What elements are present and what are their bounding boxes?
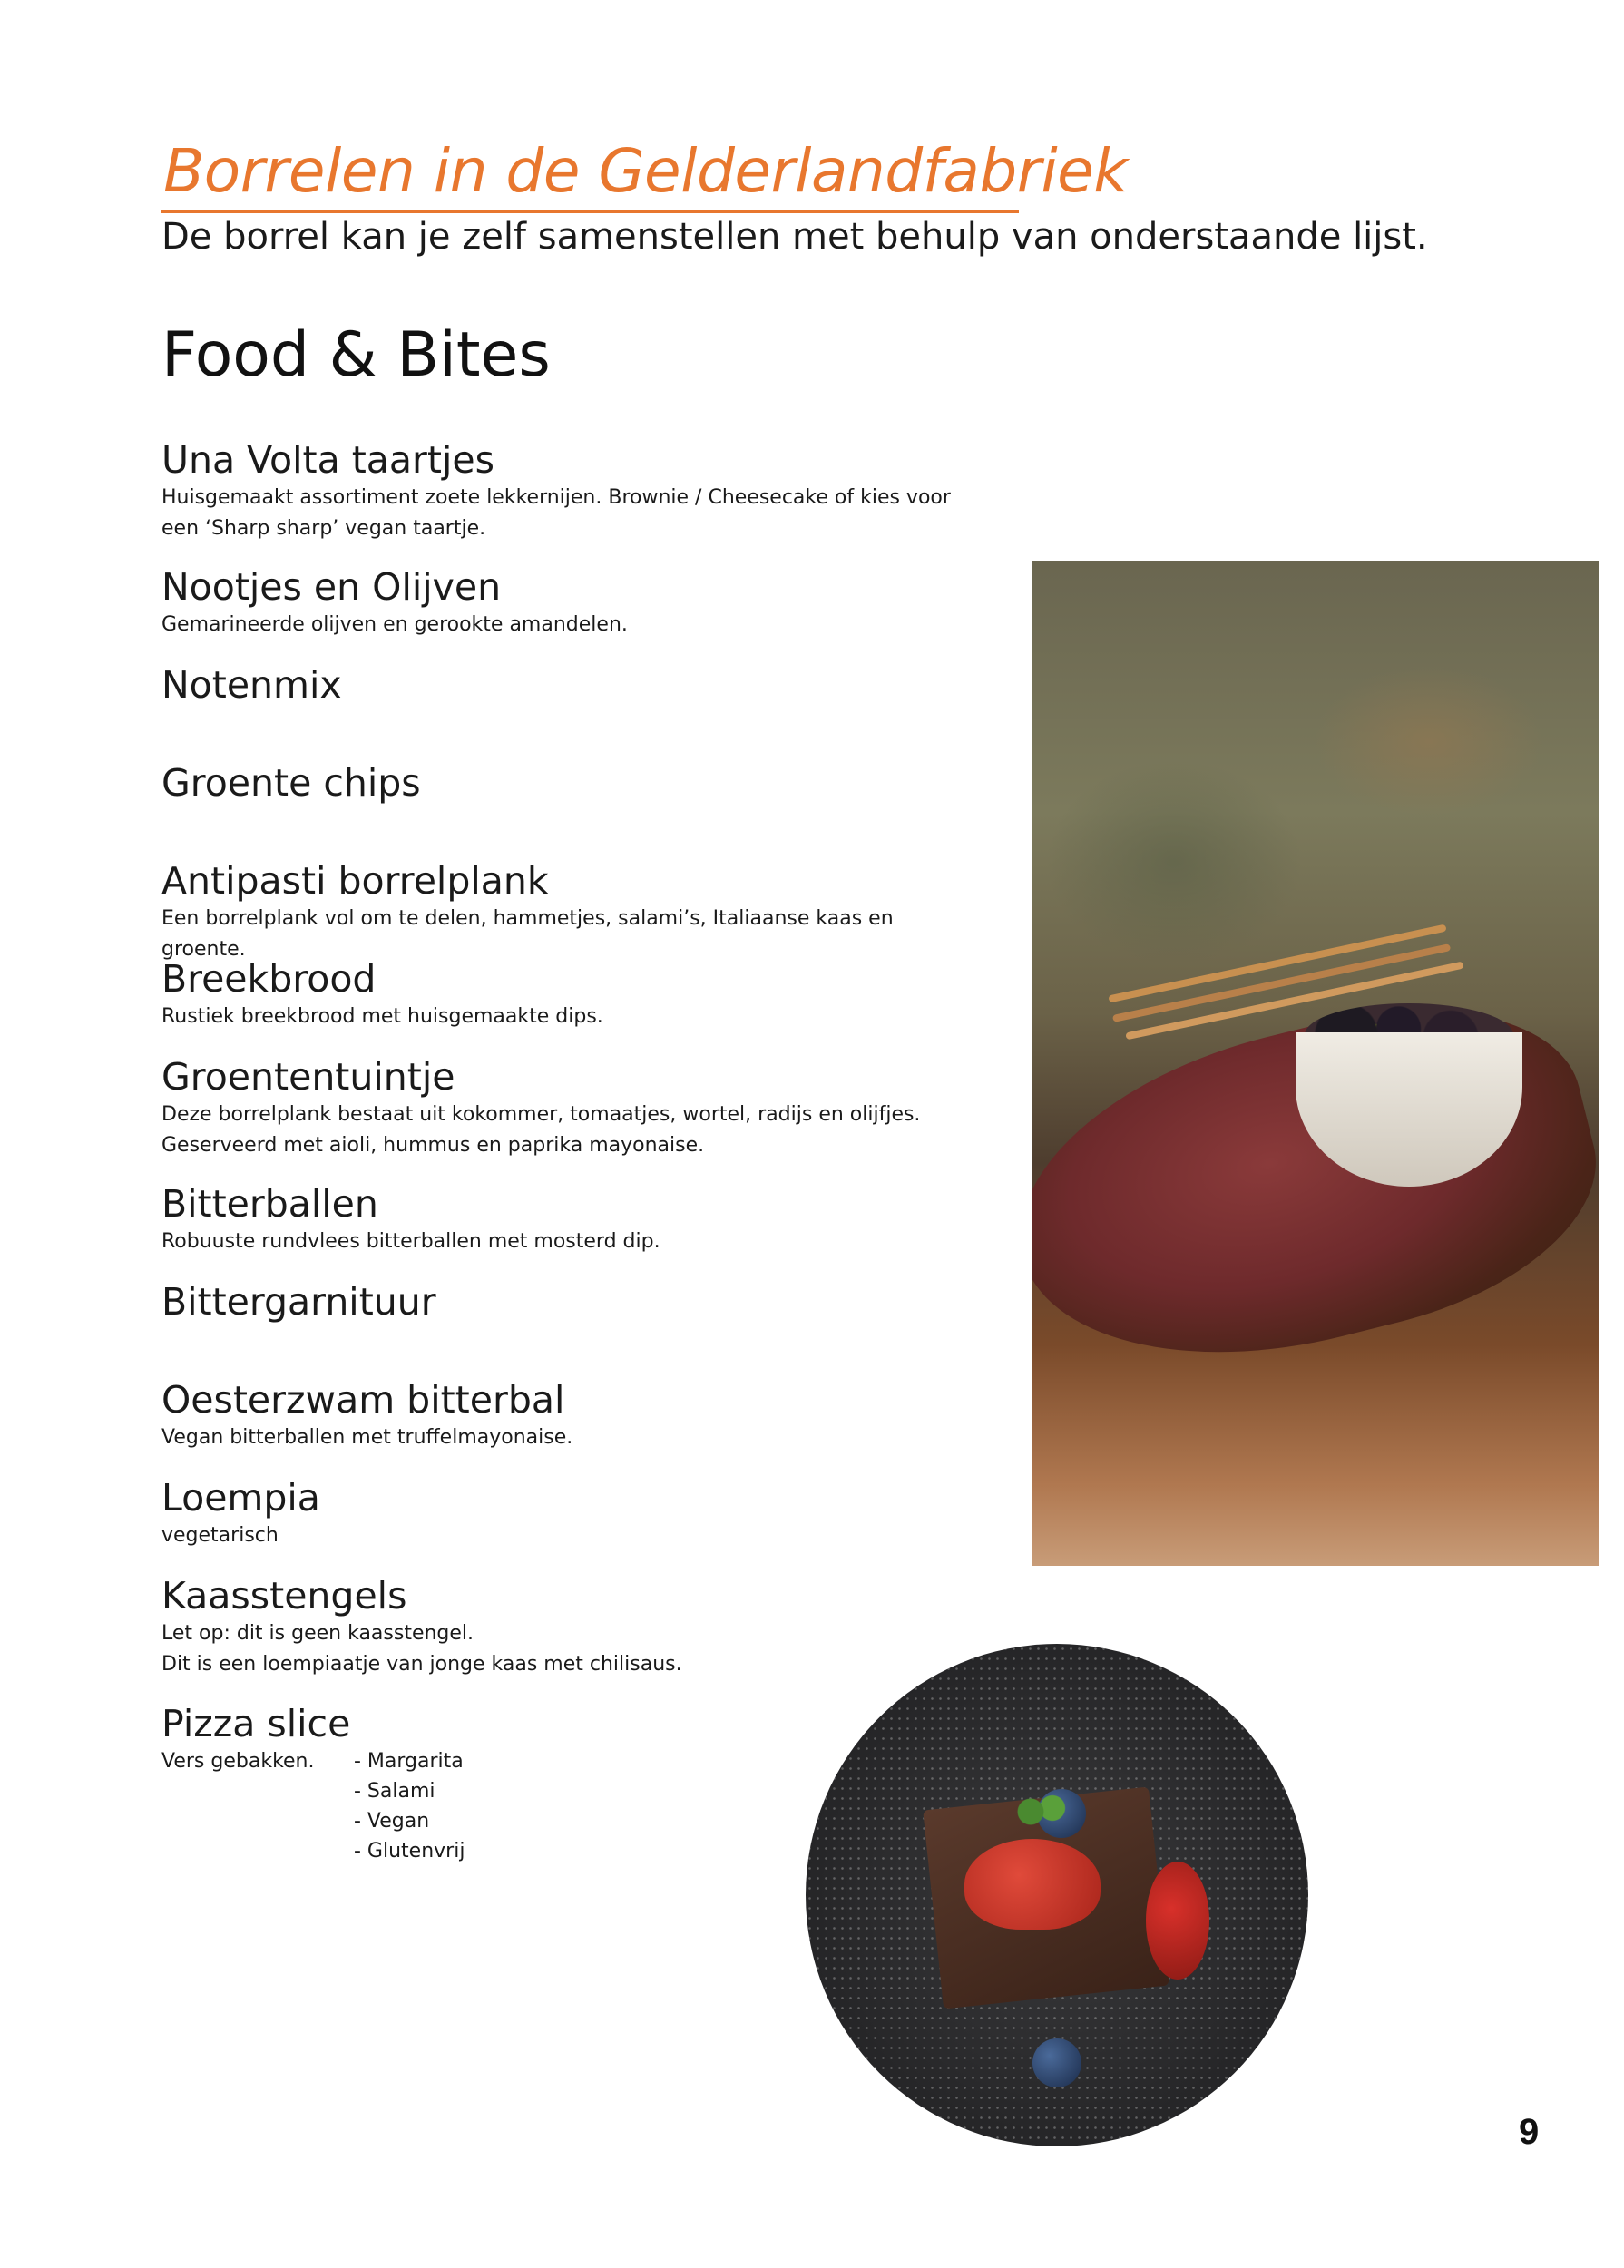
menu-item-desc: vegetarisch (161, 1524, 279, 1547)
menu-item-name: Kaasstengels (161, 1574, 407, 1618)
menu-item (161, 1377, 978, 1453)
menu-item-desc: Let op: dit is geen kaasstengel. (161, 1622, 474, 1645)
menu-item-name: Breekbrood (161, 957, 377, 1001)
pizza-option: - Glutenvrij (354, 1840, 465, 1862)
menu-item-name: Pizza slice (161, 1702, 351, 1745)
section-heading: Food & Bites (161, 319, 551, 391)
menu-item-desc: Vegan bitterballen met truffelmayonaise. (161, 1426, 573, 1449)
page-subtitle: De borrel kan je zelf samenstellen met behulp van onderstaande lijst. (161, 216, 1428, 258)
pizza-options (354, 1746, 465, 1866)
pizza-lead: Vers gebakken. (161, 1750, 315, 1773)
menu-item (161, 564, 978, 640)
menu-item-desc: Huisgemaakt assortiment zoete lekkernijen. Brownie / Cheesecake of kies voor (161, 486, 951, 509)
menu-item-name: Bitterballen (161, 1182, 378, 1226)
pizza-option: - Vegan (354, 1810, 430, 1833)
title-underline (161, 210, 1019, 213)
pizza-option: - Salami (354, 1780, 435, 1803)
brownie-dessert-photo (806, 1644, 1308, 2146)
menu-item (161, 760, 978, 806)
menu-item-desc: een ‘Sharp sharp’ vegan taartje. (161, 517, 486, 540)
menu-item-name: Notenmix (161, 663, 342, 707)
strawberry-shape (964, 1839, 1101, 1930)
menu-item-name: Una Volta taartjes (161, 438, 494, 482)
menu-item-name: Groente chips (161, 761, 421, 805)
menu-item-desc: Robuuste rundvlees bitterballen met mosterd dip. (161, 1230, 660, 1253)
menu-item-desc: Gemarineerde olijven en gerookte amandelen. (161, 613, 628, 636)
menu-item-name: Nootjes en Olijven (161, 565, 502, 609)
menu-item (161, 1181, 978, 1257)
sauce-shape (1146, 1862, 1209, 1980)
page-title: Borrelen in de Gelderlandfabriek (163, 136, 1129, 206)
menu-item (161, 1475, 978, 1551)
menu-item-name: Oesterzwam bitterbal (161, 1378, 565, 1422)
pizza-option: - Margarita (354, 1750, 464, 1773)
menu-item (161, 1279, 978, 1325)
menu-item-desc: Geserveerd met aioli, hummus en paprika mayonaise. (161, 1134, 705, 1157)
menu-item (161, 437, 978, 544)
menu-item (161, 662, 978, 708)
menu-item-desc: Een borrelplank vol om te delen, hammetjes, salami’s, Italiaanse kaas en groente. (161, 907, 894, 961)
antipasti-platter-photo (1032, 561, 1599, 1566)
menu-item-desc: Dit is een loempiaatje van jonge kaas met chilisaus. (161, 1653, 682, 1676)
menu-item-name: Groententuintje (161, 1055, 455, 1099)
page-number: 9 (1519, 2112, 1540, 2152)
menu-item (161, 858, 978, 965)
menu-item (161, 956, 978, 1032)
mint-leaf-shape (1014, 1794, 1069, 1830)
menu-item-desc: Deze borrelplank bestaat uit kokommer, tomaatjes, wortel, radijs en olijfjes. (161, 1103, 921, 1126)
breadsticks-shape (1108, 924, 1446, 1003)
menu-item-name: Loempia (161, 1476, 320, 1520)
menu-item-desc: Rustiek breekbrood met huisgemaakte dips. (161, 1005, 603, 1028)
menu-item (161, 1054, 978, 1161)
blueberry-shape (1032, 2038, 1081, 2087)
menu-item-name: Antipasti borrelplank (161, 859, 549, 903)
menu-item-name: Bittergarnituur (161, 1280, 436, 1324)
